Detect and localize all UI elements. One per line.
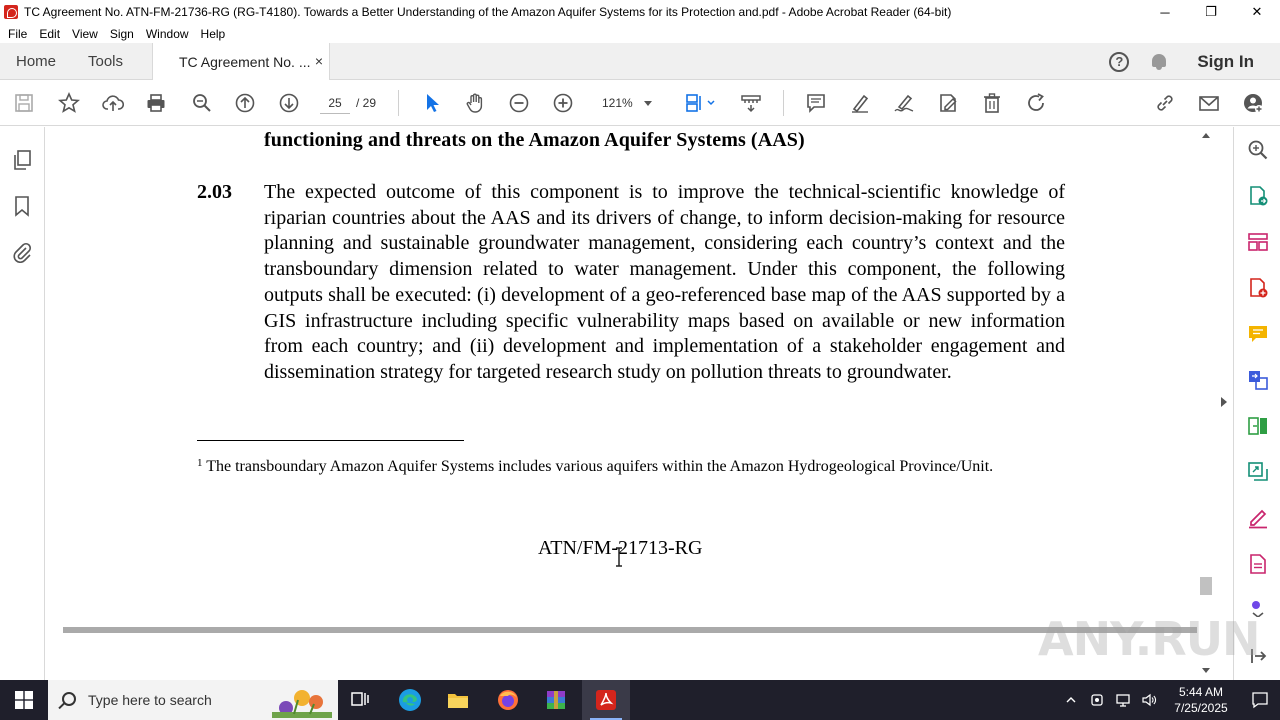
firefox-icon[interactable] [484, 680, 532, 720]
footnote-marker: 1 [197, 457, 203, 469]
taskbar-search-placeholder: Type here to search [88, 692, 212, 708]
meet-now-icon[interactable] [1089, 692, 1105, 708]
title-bar [0, 0, 1280, 24]
close-tab-icon[interactable]: × [314, 53, 323, 69]
left-navigation-panel [0, 127, 45, 680]
tab-document[interactable] [152, 43, 330, 81]
toolbar [0, 80, 1280, 126]
taskbar-search-box[interactable] [48, 680, 338, 720]
text-cursor-icon [614, 547, 624, 567]
menu-edit[interactable]: Edit [39, 26, 61, 41]
compress-pdf-icon[interactable] [1247, 415, 1269, 437]
help-icon[interactable]: ? [1109, 52, 1129, 72]
close-window-button[interactable]: ✕ [1251, 4, 1263, 19]
tab-bar [0, 43, 1280, 80]
paragraph-number: 2.03 [197, 181, 232, 203]
footnote-text: The transboundary Amazon Aquifer Systems includes various aquifers within the Amazon Hydrogeological Province/Unit. [206, 458, 994, 475]
create-pdf-icon[interactable] [1247, 277, 1269, 299]
acrobat-app-icon [4, 5, 18, 19]
comment-tool-icon[interactable] [1247, 323, 1269, 345]
tab-tools[interactable]: Tools [88, 53, 124, 70]
file-explorer-icon[interactable] [434, 680, 482, 720]
clock-date: 7/25/2025 [1174, 701, 1228, 715]
search-icon [62, 692, 76, 706]
rotate-redo-icon[interactable] [1024, 91, 1048, 115]
network-icon[interactable] [1115, 692, 1131, 708]
maximize-button[interactable]: ❐ [1205, 4, 1217, 19]
collapse-right-panel-icon[interactable] [1221, 397, 1227, 407]
current-page-input[interactable]: 25 [320, 92, 350, 114]
delete-trash-icon[interactable] [980, 91, 1004, 115]
zoom-out-icon[interactable] [507, 91, 531, 115]
system-tray [1058, 680, 1280, 720]
next-pdf-page [63, 633, 1197, 680]
taskbar-clock[interactable] [1162, 684, 1240, 716]
document-view[interactable] [45, 127, 1197, 680]
add-user-share-icon[interactable] [1241, 91, 1265, 115]
windows-taskbar [0, 680, 1280, 720]
zoom-search-icon[interactable] [190, 91, 214, 115]
zoom-in-icon[interactable] [551, 91, 575, 115]
toolbar-divider [783, 90, 784, 116]
window-title: TC Agreement No. ATN-FM-21736-RG (RG-T4180). Towards a Better Understanding of the Amazon Aquifer Systems for its Protection and.pdf - Adobe Acrobat Reader (64-bit) [24, 5, 952, 19]
paragraph-text: The expected outcome of this component is to improve the technical-scientific knowledge of riparian countries about the AAS and its drivers of change, to inform decision-making for resource planning and sustainable groundwater management, considering each country’s context and the transboundary dimension related to water management. Under this component, the following outputs shall be executed: (i) development of a geo-referenced base map of the AAS supported by a GIS infrastructure including specific vulnerability maps based on available or new information from each country; and (ii) development and implementation of a stakeholder engagement and dissemination strategy for targeted research study on pollution threats to groundwater. [264, 181, 1065, 383]
send-for-review-icon[interactable] [1247, 461, 1269, 483]
share-link-icon[interactable] [1153, 91, 1177, 115]
search-highlight-flowers-icon [272, 684, 332, 718]
tab-document-label: TC Agreement No. ... [179, 54, 311, 70]
right-tools-panel [1233, 127, 1280, 680]
search-tool-icon[interactable] [1247, 139, 1269, 161]
minimize-button[interactable]: ─ [1160, 4, 1170, 20]
anyrun-watermark: ANY.RUN [1038, 612, 1260, 666]
footnote [197, 452, 1017, 478]
document-code: ATN/FM-21713-RG [538, 537, 703, 559]
upload-cloud-icon[interactable] [101, 91, 125, 115]
sign-in-button[interactable]: Sign In [1197, 51, 1254, 71]
save-icon[interactable] [12, 91, 36, 115]
page-thumbnails-icon[interactable] [11, 149, 33, 171]
read-mode-icon[interactable] [739, 91, 763, 115]
previous-page-icon[interactable] [233, 91, 257, 115]
combine-files-icon[interactable] [1247, 369, 1269, 391]
fill-and-sign-icon[interactable] [1247, 507, 1269, 529]
attachments-paperclip-icon[interactable] [11, 241, 33, 263]
menu-help[interactable]: Help [200, 26, 226, 41]
organize-pages-icon[interactable] [1247, 231, 1269, 253]
winrar-icon[interactable] [532, 680, 580, 720]
page-total-label: / 29 [356, 96, 377, 110]
task-view-icon[interactable] [336, 680, 384, 720]
toolbar-divider [398, 90, 399, 116]
edge-browser-icon[interactable] [386, 680, 434, 720]
chevron-up-icon[interactable] [1063, 692, 1079, 708]
menu-view[interactable]: View [72, 26, 98, 41]
acrobat-taskbar-icon[interactable] [582, 680, 630, 720]
start-windows-icon[interactable] [0, 680, 48, 720]
vertical-scrollbar[interactable] [1197, 127, 1215, 680]
chevron-down-icon [644, 101, 652, 106]
notification-bell-icon[interactable] [1151, 53, 1167, 71]
zoom-level-value: 121% [602, 96, 633, 110]
protect-document-icon[interactable] [1247, 553, 1269, 575]
footnote-divider [197, 440, 464, 441]
print-icon[interactable] [144, 91, 168, 115]
next-page-icon[interactable] [277, 91, 301, 115]
bookmark-star-icon[interactable] [57, 91, 81, 115]
edit-pdf-icon[interactable] [936, 91, 960, 115]
export-pdf-icon[interactable] [1247, 185, 1269, 207]
bookmarks-icon[interactable] [11, 195, 33, 217]
volume-icon[interactable] [1141, 692, 1157, 708]
section-heading: functioning and threats on the Amazon Aquifer Systems (AAS) [264, 129, 805, 151]
zoom-level-dropdown[interactable] [596, 92, 660, 114]
menu-window[interactable]: Window [145, 26, 189, 41]
email-envelope-icon[interactable] [1197, 91, 1221, 115]
clock-time: 5:44 AM [1178, 685, 1224, 699]
menu-file[interactable]: File [8, 26, 28, 41]
page-fit-icon[interactable] [684, 91, 718, 115]
tab-home[interactable]: Home [16, 53, 57, 70]
highlight-pen-icon[interactable] [848, 91, 872, 115]
pdf-page [63, 127, 1197, 627]
notification-center-icon[interactable] [1240, 680, 1280, 720]
hand-tool-icon[interactable] [463, 91, 487, 115]
menu-bar [0, 24, 1280, 43]
scrollbar-thumb[interactable] [1200, 577, 1212, 595]
select-cursor-icon[interactable] [420, 91, 444, 115]
menu-sign[interactable]: Sign [109, 26, 134, 41]
comment-icon[interactable] [804, 91, 828, 115]
scroll-down-icon[interactable] [1202, 668, 1210, 673]
draw-sign-icon[interactable] [892, 91, 916, 115]
scroll-up-icon[interactable] [1202, 133, 1210, 138]
